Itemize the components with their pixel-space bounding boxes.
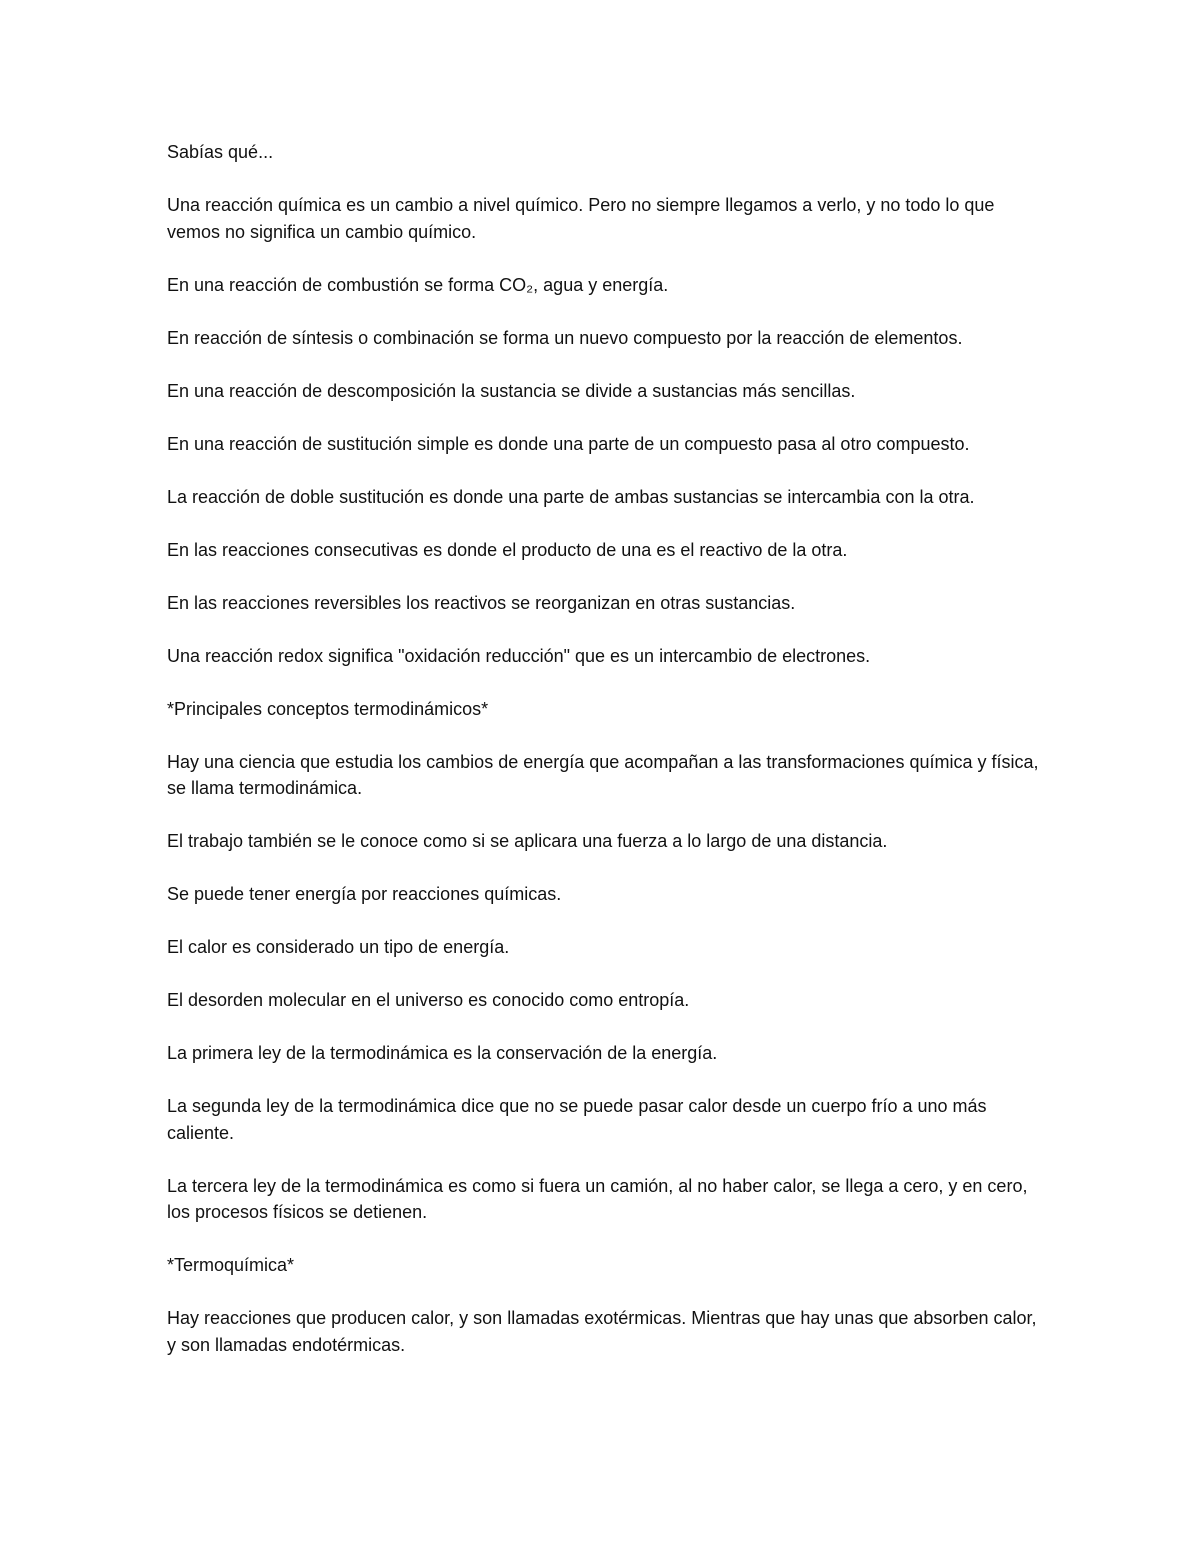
paragraph-consecutivas: En las reacciones consecutivas es donde el producto de una es el reactivo de la otra. [167,539,848,560]
paragraph-termodinamica: Hay una ciencia que estudia los cambios de energía que acompañan a las transformaciones química y física, se llama termodinámica. [167,751,1039,798]
paragraph-energia-reacciones: Se puede tener energía por reacciones químicas. [167,884,562,904]
paragraph-calor: El calor es considerado un tipo de energía. [167,937,510,957]
heading-conceptos-termodinamicos: *Principales conceptos termodinámicos* [167,698,489,719]
paragraph-doble-sustitucion: La reacción de doble sustitución es donde una parte de ambas sustancias se intercambia con la otra. [167,486,975,507]
paragraph-sustitucion-simple: En una reacción de sustitución simple es donde una parte de un compuesto pasa al otro compuesto. [167,433,970,454]
heading-termoquimica: *Termoquímica* [167,1255,295,1275]
document-body [167,139,1047,1385]
paragraph-tercera-ley: La tercera ley de la termodinámica es como si fuera un camión, al no haber calor, se llega a cero, y en cero, los procesos físicos se detienen. [167,1175,1028,1222]
paragraph-sabias-que: Sabías qué... [167,142,274,162]
paragraph-reversibles: En las reacciones reversibles los reactivos se reorganizan en otras sustancias. [167,592,796,613]
paragraph-entropia: El desorden molecular en el universo es conocido como entropía. [167,990,690,1010]
paragraph-sintesis: En reacción de síntesis o combinación se forma un nuevo compuesto por la reacción de elementos. [167,327,963,348]
paragraph-reaccion-quimica: Una reacción química es un cambio a nivel químico. Pero no siempre llegamos a verlo, y no todo lo que vemos no significa un cambio químico. [167,195,995,242]
paragraph-exotermicas-endotermicas: Hay reacciones que producen calor, y son llamadas exotérmicas. Mientras que hay unas que absorben calor, y son llamadas endotérmicas. [167,1308,1037,1355]
paragraph-descomposicion: En una reacción de descomposición la sustancia se divide a sustancias más sencillas. [167,380,856,401]
paragraph-trabajo: El trabajo también se le conoce como si se aplicara una fuerza a lo largo de una distancia. [167,831,888,851]
paragraph-redox: Una reacción redox significa "oxidación reducción" que es un intercambio de electrones. [167,645,871,666]
paragraph-combustion: En una reacción de combustión se forma CO₂, agua y energía. [167,274,669,295]
paragraph-primera-ley: La primera ley de la termodinámica es la conservación de la energía. [167,1043,718,1063]
paragraph-segunda-ley: La segunda ley de la termodinámica dice que no se puede pasar calor desde un cuerpo frío a uno más caliente. [167,1096,987,1143]
